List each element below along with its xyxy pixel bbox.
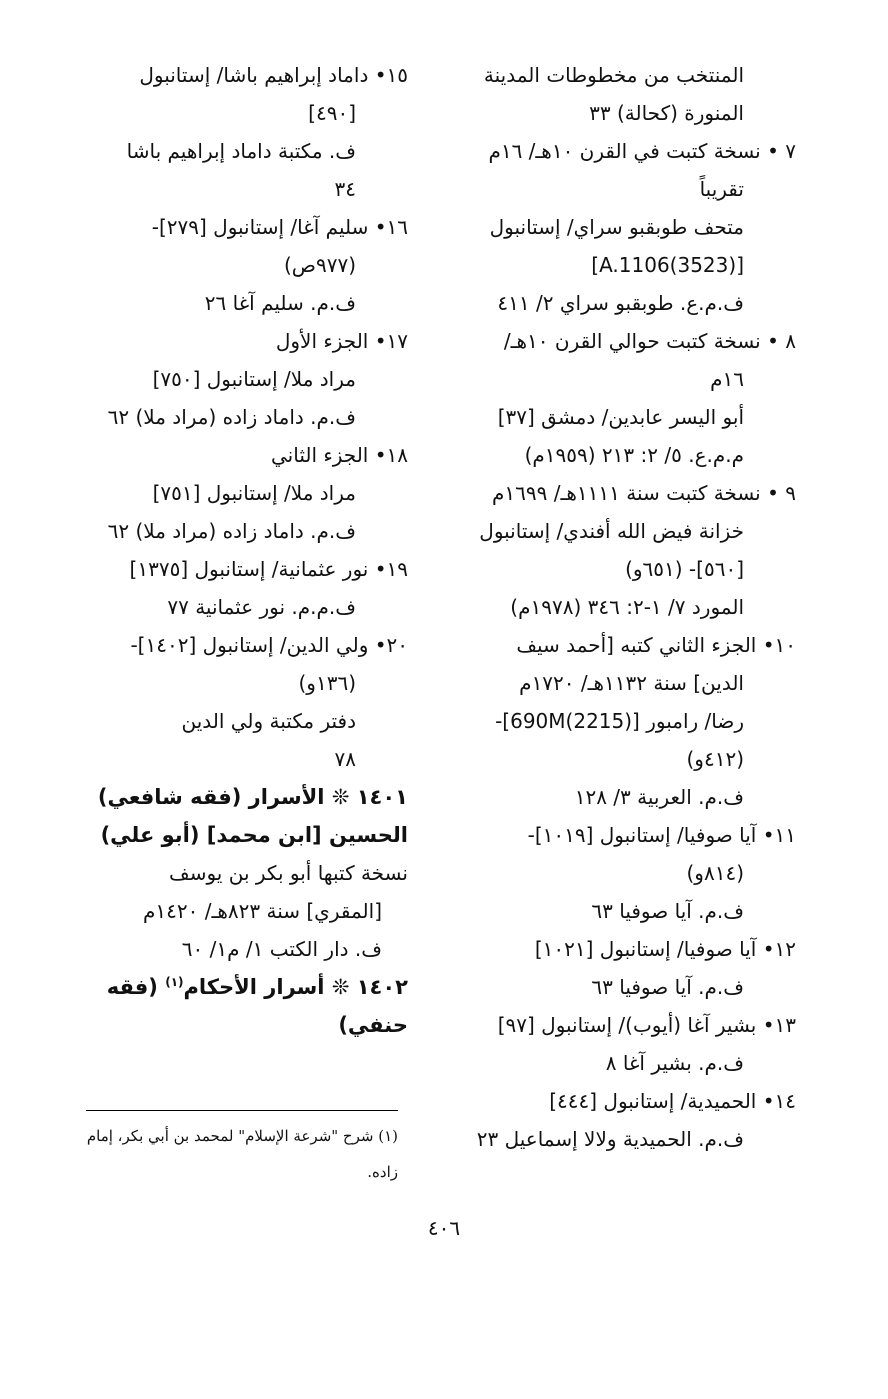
text-line <box>456 816 796 854</box>
footnote-line: زاده. <box>367 1163 398 1181</box>
line-text: [المقري] سنة ٨٢٣هـ/ ١٤٢٠م <box>143 899 382 923</box>
line-text: (٤١٢و) <box>686 747 744 771</box>
text-line <box>456 664 796 702</box>
line-text: حنفي) <box>338 1013 408 1037</box>
line-text: ١٢• آيا صوفيا/ إستانبول [١٠٢١] <box>534 937 796 961</box>
line-text: ١٤٠٢ ❊ أسرار الأحكام <box>183 975 408 999</box>
text-line <box>456 968 796 1006</box>
line-text: ١١• آيا صوفيا/ إستانبول [١٠١٩]- <box>527 823 796 847</box>
line-text: (١٣٦و) <box>298 671 356 695</box>
line-text: ف.م. الحميدية ولالا إسماعيل ٢٣ <box>476 1127 744 1151</box>
text-line <box>78 930 408 968</box>
text-line <box>78 854 408 892</box>
text-line <box>78 398 408 436</box>
text-line <box>456 1082 796 1120</box>
line-text: مراد ملا/ إستانبول [٧٥٠] <box>152 367 356 391</box>
line-text: نسخة كتبها أبو بكر بن يوسف <box>169 861 408 885</box>
line-text: ف.م. العربية ٣/ ١٢٨ <box>574 785 744 809</box>
text-line <box>78 56 408 94</box>
text-line <box>78 664 408 702</box>
line-text: المورد ٧/ ١-٢: ٣٤٦ (١٩٧٨م) <box>510 595 744 619</box>
text-line <box>78 132 408 170</box>
line-text: ١٤٠١ ❊ الأسرار (فقه شافعي) <box>97 785 408 809</box>
line-text: دفتر مكتبة ولي الدين <box>181 709 356 733</box>
line-text: ف.م. سليم آغا ٢٦ <box>204 291 356 315</box>
line-text: ف. دار الكتب ١/ م١/ ٦٠ <box>181 937 382 961</box>
text-line <box>456 1044 796 1082</box>
line-text: ف.م. داماد زاده (مراد ملا) ٦٢ <box>107 519 356 543</box>
text-line <box>78 968 408 1006</box>
text-line <box>78 94 408 132</box>
line-text: متحف طوبقبو سراي/ إستانبول <box>489 215 744 239</box>
text-line <box>78 816 408 854</box>
line-text: مراد ملا/ إستانبول [٧٥١] <box>152 481 356 505</box>
text-line <box>456 778 796 816</box>
text-line <box>78 512 408 550</box>
line-text: [٥٦٠]- (٦٥١و) <box>625 557 744 581</box>
line-text: تقريباً <box>699 177 744 201</box>
text-line <box>456 284 796 322</box>
text-line <box>456 1006 796 1044</box>
text-line <box>78 550 408 588</box>
text-line <box>78 474 408 512</box>
line-text: ٣٤ <box>334 177 356 201</box>
line-text: ف.م. آيا صوفيا ٦٣ <box>591 975 744 999</box>
text-line <box>78 740 408 778</box>
text-line <box>456 702 796 740</box>
line-text: ١٦• سليم آغا/ إستانبول [٢٧٩]- <box>151 215 408 239</box>
footnote-marker: (١) <box>165 975 184 989</box>
line-text: المنورة (كحالة) ٣٣ <box>589 101 744 125</box>
text-line <box>78 626 408 664</box>
text-line <box>78 322 408 360</box>
text-line <box>78 588 408 626</box>
line-text: م.م.ع. ٥/ ٢: ٢١٣ (١٩٥٩م) <box>524 443 744 467</box>
line-text: ٢٠• ولي الدين/ إستانبول [١٤٠٢]- <box>130 633 408 657</box>
text-line <box>78 360 408 398</box>
text-line <box>456 208 796 246</box>
text-line <box>78 892 408 930</box>
footnote-divider <box>86 1110 398 1111</box>
text-line <box>456 360 796 398</box>
line-text: ١٦م <box>710 367 744 391</box>
left-column <box>78 56 408 1044</box>
line-text: ف.م. آيا صوفيا ٦٣ <box>591 899 744 923</box>
text-line <box>78 702 408 740</box>
line-text: ٧٨ <box>334 747 356 771</box>
text-line <box>456 56 796 94</box>
text-line <box>456 930 796 968</box>
line-text: ١٨• الجزء الثاني <box>270 443 408 467</box>
line-text: ٨ • نسخة كتبت حوالي القرن ١٠هـ/ <box>503 329 796 353</box>
line-text: (٨١٤و) <box>686 861 744 885</box>
text-line <box>456 740 796 778</box>
footnote <box>78 1118 398 1190</box>
line-text: خزانة فيض الله أفندي/ إستانبول <box>479 519 744 543</box>
line-text: ١٩• نور عثمانية/ إستانبول [١٣٧٥] <box>129 557 408 581</box>
text-line <box>456 246 796 284</box>
footnote-line: (١) شرح "شرعة الإسلام" لمحمد بن أبي بكر، إمام <box>86 1127 398 1145</box>
line-text: ٩ • نسخة كتبت سنة ١١١١هـ/ ١٦٩٩م <box>492 481 796 505</box>
text-line <box>456 94 796 132</box>
text-line <box>456 132 796 170</box>
line-text: ف.م. داماد زاده (مراد ملا) ٦٢ <box>107 405 356 429</box>
line-text: ف.م. بشير آغا ٨ <box>605 1051 744 1075</box>
line-text: الدين] سنة ١١٣٢هـ/ ١٧٢٠م <box>519 671 744 695</box>
line-text: أبو اليسر عابدين/ دمشق [٣٧] <box>497 405 744 429</box>
text-line <box>78 778 408 816</box>
text-line <box>456 626 796 664</box>
line-text: المنتخب من مخطوطات المدينة <box>483 63 744 87</box>
line-text: ١٠• الجزء الثاني كتبه [أحمد سيف <box>516 633 796 657</box>
text-line <box>78 170 408 208</box>
line-text: ف. مكتبة داماد إبراهيم باشا <box>126 139 356 163</box>
text-line <box>78 284 408 322</box>
text-line <box>456 588 796 626</box>
text-line <box>456 170 796 208</box>
line-text: ف.م.م. نور عثمانية ٧٧ <box>167 595 356 619</box>
line-text: ١٥• داماد إبراهيم باشا/ إستانبول <box>139 63 408 87</box>
text-line <box>78 1006 408 1044</box>
line-text: ١٧• الجزء الأول <box>275 329 408 353</box>
line-text: ١٣• بشير آغا (أيوب)/ إستانبول [٩٧] <box>497 1013 796 1037</box>
text-line <box>78 246 408 284</box>
text-line <box>456 436 796 474</box>
text-line <box>456 322 796 360</box>
line-text-continuation: (فقه <box>106 975 166 999</box>
line-text: ١٤• الحميدية/ إستانبول [٤٤٤] <box>549 1089 796 1113</box>
right-column <box>456 56 796 1158</box>
line-text: ف.م.ع. طوبقبو سراي ٢/ ٤١١ <box>497 291 744 315</box>
line-text: (٩٧٧ص) <box>283 253 356 277</box>
text-line <box>456 398 796 436</box>
text-line <box>78 436 408 474</box>
text-line <box>78 208 408 246</box>
line-text: الحسين [ابن محمد] (أبو علي) <box>100 823 408 847</box>
line-text: رضا/ رامبور [(2215)690M]- <box>495 709 744 733</box>
line-text: [٤٩٠] <box>308 101 356 125</box>
text-line <box>456 474 796 512</box>
text-line <box>456 550 796 588</box>
text-line <box>456 512 796 550</box>
line-text: ٧ • نسخة كتبت في القرن ١٠هـ/ ١٦م <box>488 139 796 163</box>
text-line <box>456 1120 796 1158</box>
text-line <box>456 854 796 892</box>
line-text: [(3523)A.1106] <box>591 253 744 277</box>
text-line <box>456 892 796 930</box>
page-number: ٤٠٦ <box>427 1216 461 1240</box>
